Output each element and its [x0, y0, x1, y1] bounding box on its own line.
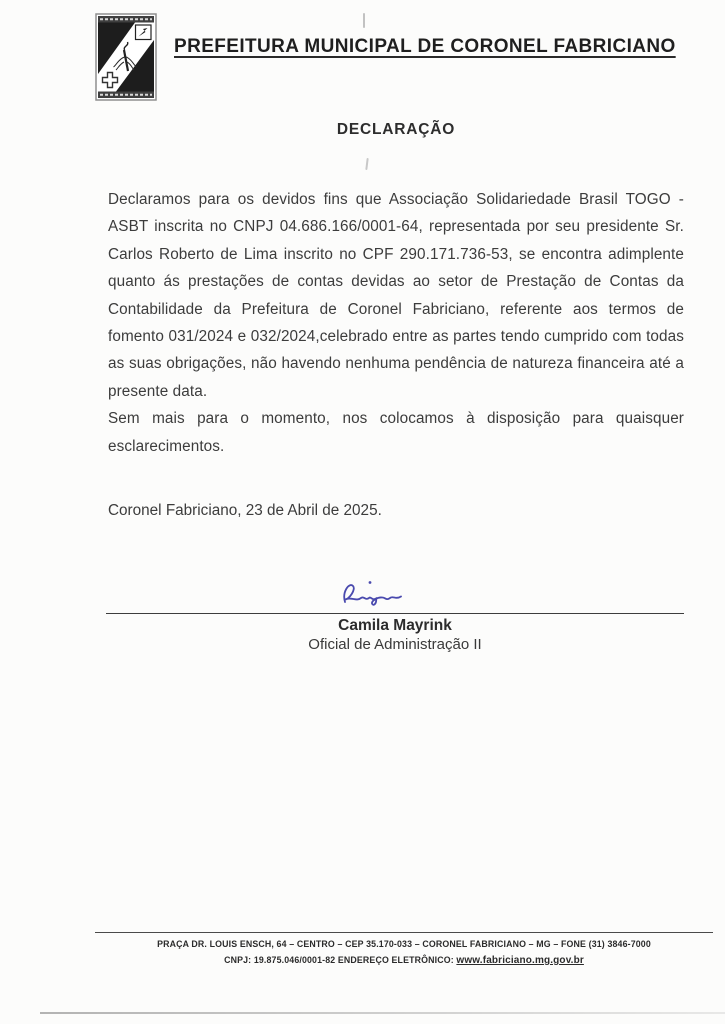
body-paragraph-1: Declaramos para os devidos fins que Associação Solidariedade Brasil TOGO - ASBT inscrita no CNPJ 04.686.166/0001-64, representada por seu presidente Sr. Carlos Roberto de Lima inscrito no CPF 290.171.736-53, se encontra adimplente quanto ás prestações de contas devidas ao setor de Prestação de Contas da Contabilidade da Prefeitura de Coronel Fabriciano, referente aos termos de fomento 031/2024 e 032/2024,celebrado entre as partes tendo cumprido com todas as suas obrigações, não havendo nenhuma pendência de natureza financeira até a presente data. — [108, 191, 684, 400]
letterhead-title: PREFEITURA MUNICIPAL DE CORONEL FABRICIANO — [174, 36, 676, 57]
footer-cnpj-text: CNPJ: 19.875.046/0001-82 ENDEREÇO ELETRÔNICO: — [224, 955, 457, 965]
signature-line — [106, 613, 684, 614]
footer-rule — [95, 932, 713, 933]
scan-artifact-top — [363, 13, 365, 28]
signer-role: Oficial de Administração II — [308, 636, 482, 653]
handwritten-signature-icon — [333, 578, 425, 613]
footer-website-url: www.fabriciano.mg.gov.br — [456, 955, 584, 966]
document-body — [108, 186, 684, 460]
document-title: DECLARAÇÃO — [336, 121, 456, 138]
date-line: Coronel Fabriciano, 23 de Abril de 2025. — [108, 502, 382, 520]
letterhead — [95, 13, 676, 101]
signature-block — [106, 578, 684, 653]
footer-address-line: PRAÇA DR. LOUIS ENSCH, 64 – CENTRO – CEP 35.170-033 – CORONEL FABRICIANO – MG – FONE (31) 3846-7000 — [157, 939, 651, 949]
signer-name: Camila Mayrink — [338, 617, 452, 634]
footer-cnpj-line — [95, 952, 713, 969]
page-footer — [95, 932, 713, 969]
scan-bottom-edge — [40, 1012, 725, 1014]
scan-artifact-mid — [365, 158, 368, 170]
body-paragraph-2: Sem mais para o momento, nos colocamos à disposição para quaisquer esclarecimentos. — [108, 410, 684, 455]
municipal-coat-of-arms-icon — [95, 13, 157, 101]
